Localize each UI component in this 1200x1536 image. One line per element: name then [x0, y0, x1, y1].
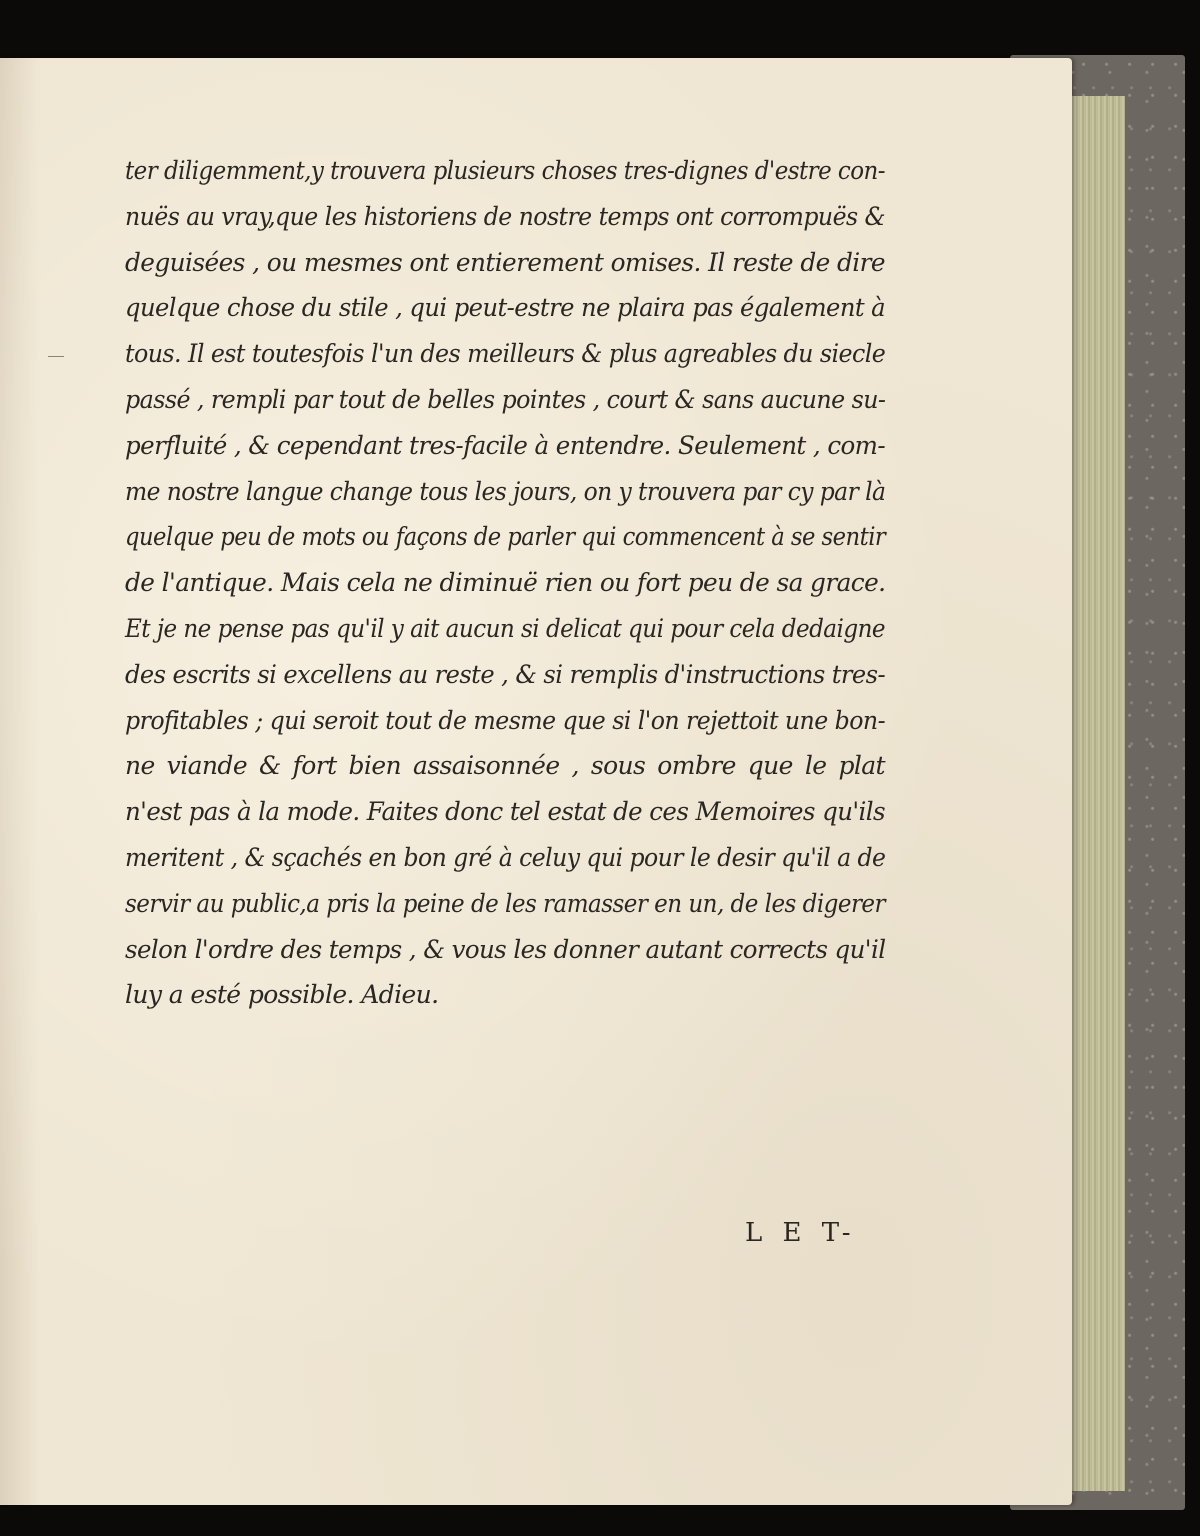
text-line: ter diligemment,y trouvera plusieurs choses tres-dignes d'estre con- — [125, 156, 885, 185]
text-line: selon l'ordre des temps , & vous les donner autant corrects qu'il — [125, 934, 886, 964]
text-line: me nostre langue change tous les jours, on y trouvera par cy par là — [125, 476, 886, 506]
text-line: nuës au vray,que les historiens de nostre temps ont corrompuës & — [125, 201, 885, 231]
text-line: deguisées , ou mesmes ont entierement omises. Il reste de dire — [125, 247, 885, 277]
text-line: perfluité , & cependant tres-facile à entendre. Seulement , com- — [125, 430, 886, 460]
text-line: de l'antique. Mais cela ne diminuë rien ou fort peu de sa grace. — [125, 568, 886, 598]
text-line: quelque peu de mots ou façons de parler qui commencent à se sentir — [125, 522, 886, 552]
text-line: ne viande & fort bien assaisonnée , sous ombre que le plat — [125, 751, 885, 781]
text-line: profitables ; qui seroit tout de mesme que si l'on rejettoit une bon- — [125, 705, 885, 735]
catchword: L E T- — [745, 1218, 857, 1248]
text-line: Et je ne pense pas qu'il y ait aucun si delicat qui pour cela dedaigne — [125, 613, 885, 643]
text-line: passé , rempli par tout de belles pointes , court & sans aucune su- — [125, 384, 886, 414]
text-line: meritent , & sçachés en bon gré à celuy qui pour le desir qu'il a de — [125, 842, 886, 872]
book-page — [0, 58, 1072, 1505]
text-line: servir au public,a pris la peine de les ramasser en un, de les digerer — [125, 888, 885, 918]
text-block — [125, 148, 885, 1018]
text-line: n'est pas à la mode. Faites donc tel estat de ces Memoires qu'ils — [125, 797, 885, 827]
text-line-last: luy a esté possible. Adieu. — [125, 980, 439, 1010]
text-line: des escrits si excellens au reste , & si remplis d'instructions tres- — [125, 659, 886, 689]
text-line: tous. Il est toutesfois l'un des meilleurs & plus agreables du siecle — [125, 339, 886, 369]
margin-mark — [48, 356, 64, 357]
text-line: quelque chose du stile , qui peut-estre ne plaira pas également à — [125, 293, 886, 323]
